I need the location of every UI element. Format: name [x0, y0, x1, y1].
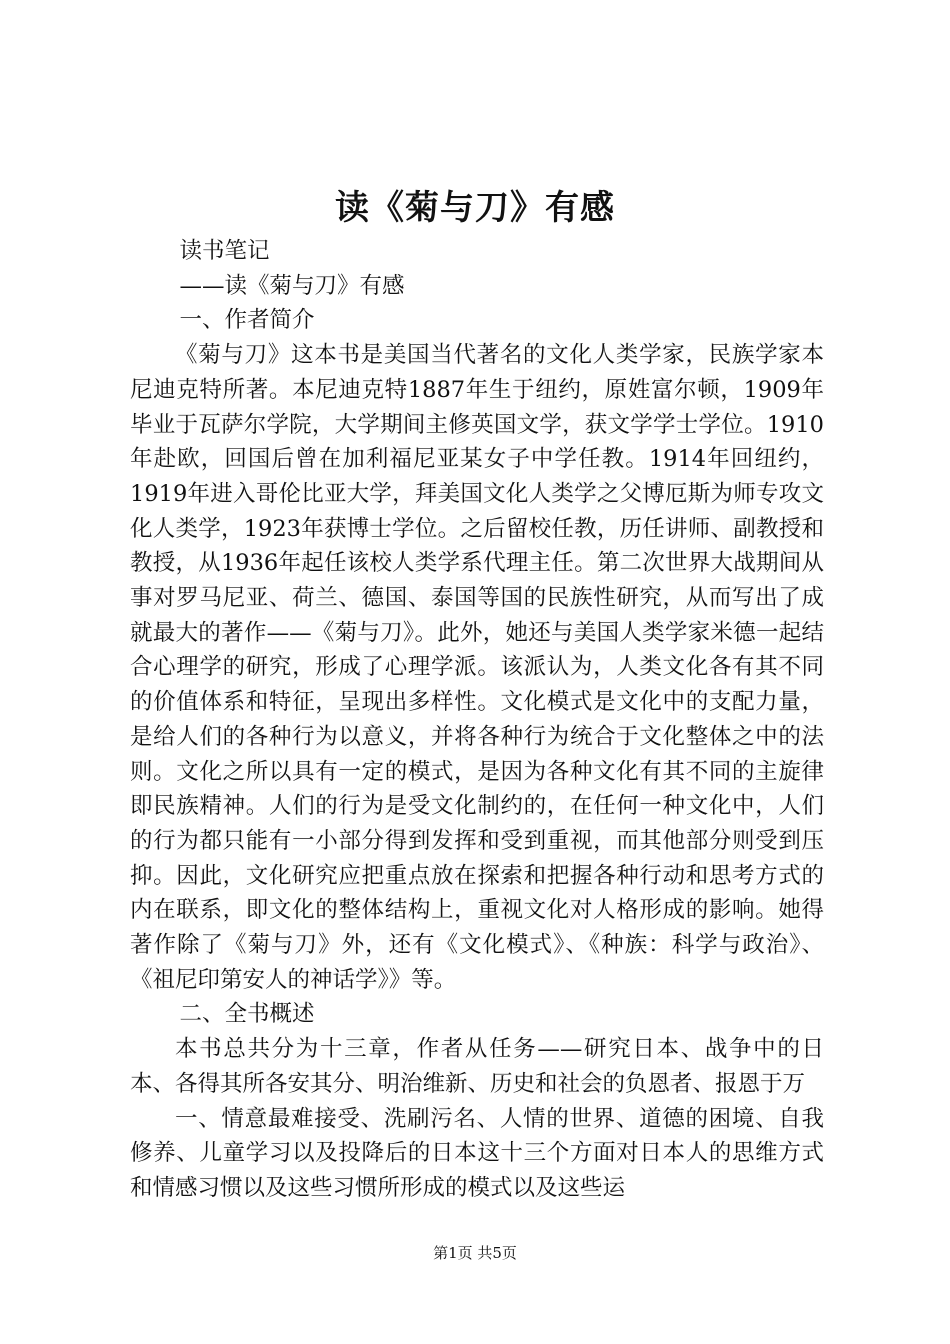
document-title: 读《菊与刀》有感	[335, 188, 615, 228]
paragraph-author-intro: 《菊与刀》这本书是美国当代著名的文化人类学家，民族学家本尼迪克特所著。本尼迪克特1887年生于纽约，原姓富尔顿，1909年毕业于瓦萨尔学院，大学期间主修英国文学，获文学学士学位。1910年赴欧，回国后曾在加利福尼亚某女子中学任教。1914年回纽约，1919年进入哥伦比亚大学，拜美国文化人类学之父博厄斯为师专攻文化人类学，1923年获博士学位。之后留校任教，历任讲师、副教授和教授，从1936年起任该校人类学系代理主任。第二次世界大战期间从事对罗马尼亚、荷兰、德国、泰国等国的民族性研究，从而写出了成就最大的著作——《菊与刀》。此外，她还与美国人类学家米德一起结合心理学的研究，形成了心理学派。该派认为，人类文化各有其不同的价值体系和特征，呈现出多样性。文化模式是文化中的支配力量，是给人们的各种行为以意义，并将各种行为统合于文化整体之中的法则。文化之所以具有一定的模式，是因为各种文化有其不同的主旋律即民族精神。人们的行为是受文化制约的，在任何一种文化中，人们的行为都只能有一小部分得到发挥和受到重视，而其他部分则受到压抑。因此，文化研究应把重点放在探索和把握各种行动和思考方式的内在联系，即文化的整体结构上，重视文化对人格形成的影响。她得著作除了《菊与刀》外，还有《文化模式》、《种族：科学与政治》、《祖尼印第安人的神话学》》等。	[130, 342, 824, 993]
subtitle-label: 读书笔记	[179, 238, 270, 264]
page-footer: 第1页 共5页	[433, 1244, 517, 1262]
paragraph-overview: 本书总共分为十三章，作者从任务——研究日本、战争中的日本、各得其所各安其分、明治维新、历史和社会的负恩者、报恩于万	[130, 1036, 824, 1097]
section-heading-overview: 二、全书概述	[179, 1001, 315, 1028]
paragraph-overview-continued: 一、情意最难接受、洗刷污名、人情的世界、道德的困境、自我修养、儿童学习以及投降后的日本这十三个方面对日本人的思维方式和情感习惯以及这些习惯所形成的模式以及这些运	[130, 1105, 824, 1201]
document-body	[130, 234, 824, 1206]
section-heading-author: 一、作者简介	[179, 307, 315, 334]
subtitle-line: ——读《菊与刀》有感	[179, 272, 405, 299]
